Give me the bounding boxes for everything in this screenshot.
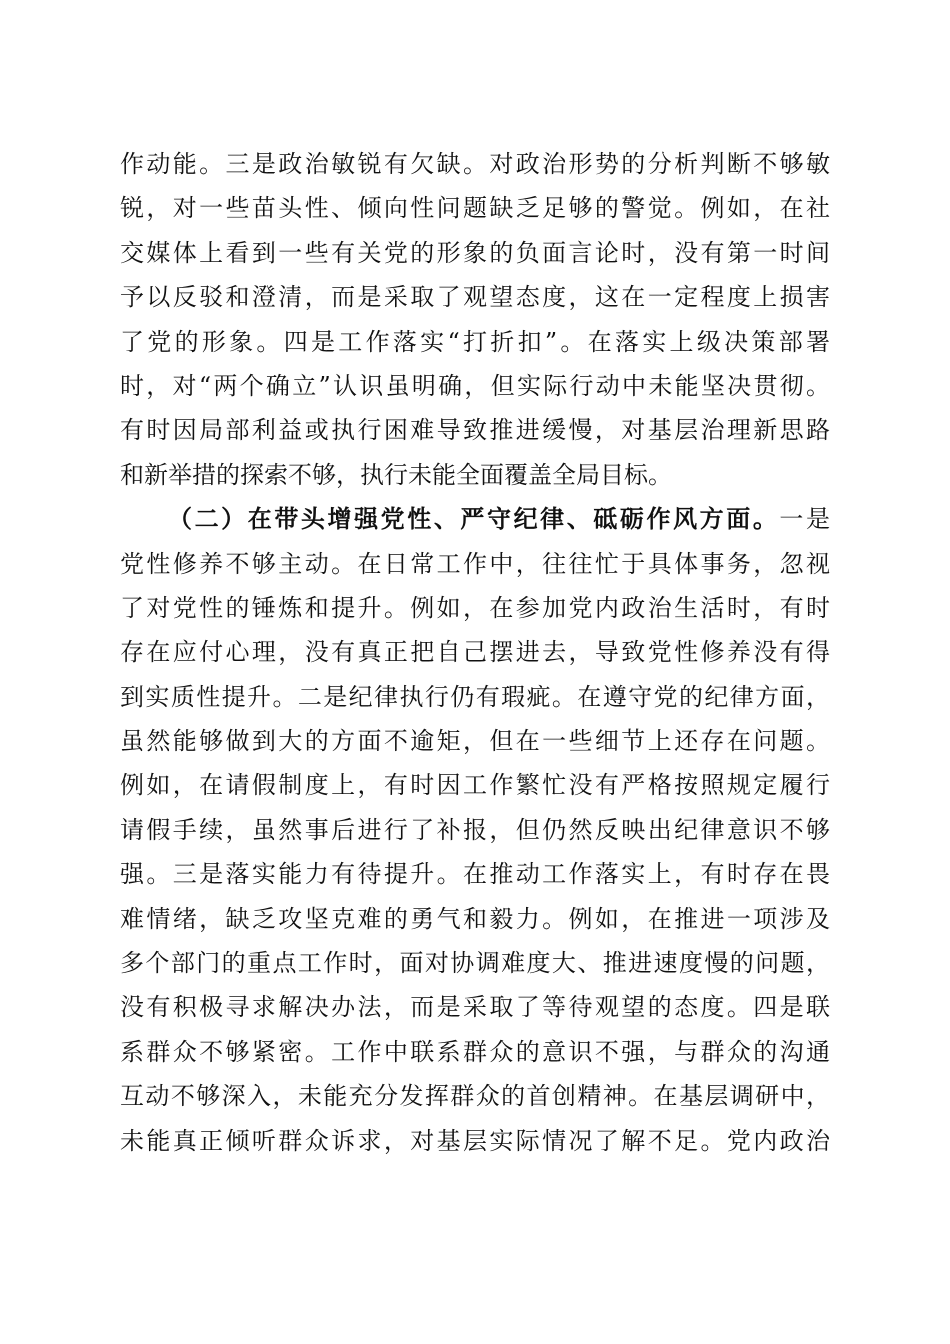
text-line: 强。三是落实能力有待提升。在推动工作落实上，有时存在畏 <box>120 860 830 889</box>
text-line: 未能真正倾听群众诉求，对基层实际情况了解不足。党内政治 <box>120 1126 830 1155</box>
paragraph-2 <box>120 497 830 1163</box>
text-line: 没有积极寻求解决办法，而是采取了等待观望的态度。四是联 <box>120 993 830 1022</box>
text-line: 难情绪，缺乏攻坚克难的勇气和毅力。例如，在推进一项涉及 <box>120 904 830 933</box>
text-line: 时，对“两个确立”认识虽明确，但实际行动中未能坚决贯彻。 <box>120 371 830 400</box>
text-run: 一是 <box>779 505 831 534</box>
paragraph-1 <box>120 142 830 497</box>
section-heading: （二）在带头增强党性、严守纪律、砥砺作风方面。 <box>168 504 780 534</box>
text-line: 了党的形象。四是工作落实“打折扣”。在落实上级决策部署 <box>120 327 830 356</box>
text-line: 系群众不够紧密。工作中联系群众的意识不强，与群众的沟通 <box>120 1037 830 1066</box>
text-line: 互动不够深入，未能充分发挥群众的首创精神。在基层调研中， <box>120 1082 830 1111</box>
text-line: 有时因局部利益或执行困难导致推进缓慢，对基层治理新思路 <box>120 416 830 445</box>
text-line: 予以反驳和澄清，而是采取了观望态度，这在一定程度上损害 <box>120 283 830 312</box>
text-line: 交媒体上看到一些有关党的形象的负面言论时，没有第一时间 <box>120 238 830 267</box>
section-heading-line <box>120 497 830 541</box>
text-line: 锐，对一些苗头性、倾向性问题缺乏足够的警觉。例如，在社 <box>120 194 830 223</box>
text-line: 多个部门的重点工作时，面对协调难度大、推进速度慢的问题， <box>120 949 830 978</box>
text-line: 作动能。三是政治敏锐有欠缺。对政治形势的分析判断不够敏 <box>120 150 830 178</box>
text-line: 和新举措的探索不够，执行未能全面覆盖全局目标。 <box>120 460 672 489</box>
text-line: 例如，在请假制度上，有时因工作繁忙没有严格按照规定履行 <box>120 771 830 800</box>
text-line: 了对党性的锤炼和提升。例如，在参加党内政治生活时，有时 <box>120 593 830 622</box>
body-text <box>120 142 830 1163</box>
text-line: 虽然能够做到大的方面不逾矩，但在一些细节上还存在问题。 <box>120 727 830 756</box>
text-line: 请假手续，虽然事后进行了补报，但仍然反映出纪律意识不够 <box>120 815 830 844</box>
text-line: 党性修养不够主动。在日常工作中，往往忙于具体事务，忽视 <box>120 549 830 578</box>
text-line: 存在应付心理，没有真正把自己摆进去，导致党性修养没有得 <box>120 638 830 667</box>
text-line: 到实质性提升。二是纪律执行仍有瑕疵。在遵守党的纪律方面， <box>120 682 830 711</box>
